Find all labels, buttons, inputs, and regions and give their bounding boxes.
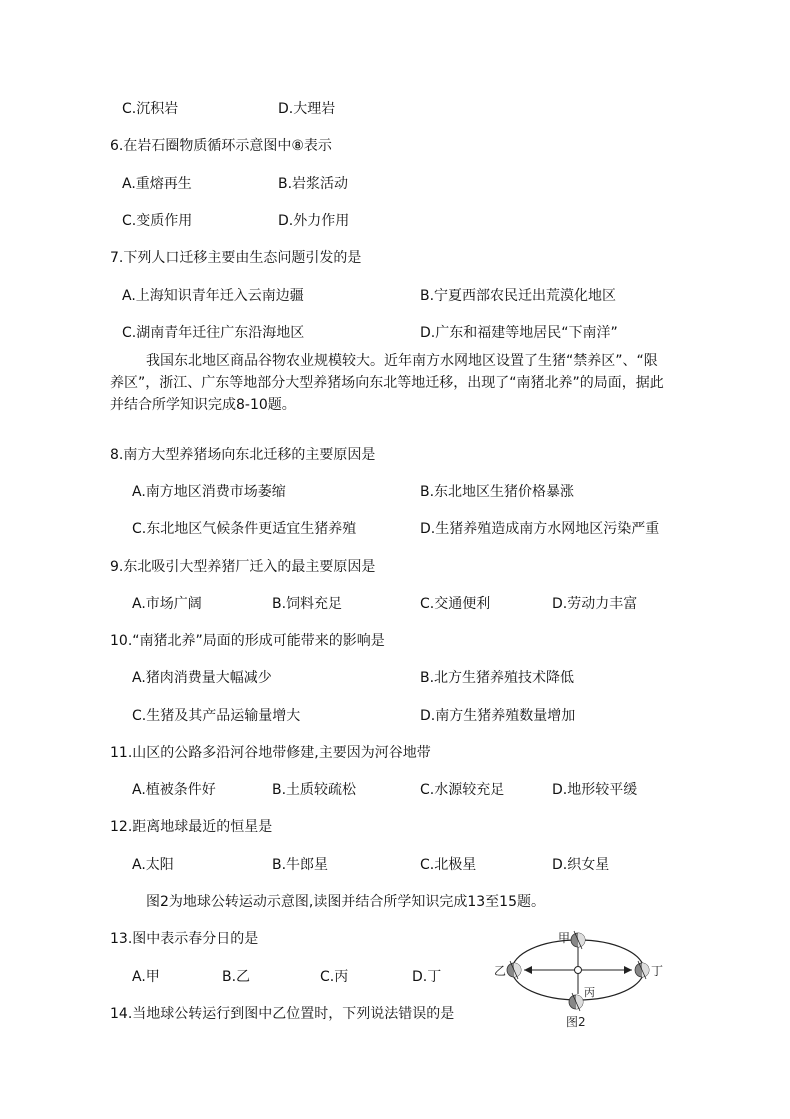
question-stem: 7.下列人口迁移主要由生态问题引发的是 xyxy=(110,250,362,266)
option-d: D.生猪养殖造成南方水网地区污染严重 xyxy=(420,521,660,537)
earth-icon-jia xyxy=(571,931,585,949)
earth-orbit-figure xyxy=(494,928,668,1032)
option-a: A.市场广阔 xyxy=(132,596,202,612)
question-stem: 12.距离地球最近的恒星是 xyxy=(110,819,273,835)
option-b: B.土质较疏松 xyxy=(272,782,357,798)
option-a: A.猪肉消费量大幅减少 xyxy=(132,670,272,686)
reading-passage: 我国东北地区商品谷物农业规模较大。近年南方水网地区设置了生猪“禁养区”、“限养区”，浙江、广东等地部分大型养猪场向东北等地迁移，出现了“南猪北养”的局面，据此并结合所学知识完成8-10题。 xyxy=(110,353,664,413)
option-d: D.劳动力丰富 xyxy=(552,596,638,612)
question-stem: 10.“南猪北养”局面的形成可能带来的影响是 xyxy=(110,633,385,649)
earth-icon-bing xyxy=(569,993,583,1011)
option-b: B.北方生猪养殖技术降低 xyxy=(420,670,575,686)
question-stem: 11.山区的公路多沿河谷地带修建,主要因为河谷地带 xyxy=(110,745,431,761)
option-d: D.南方生猪养殖数量增加 xyxy=(420,708,576,724)
option-c: C.丙 xyxy=(320,969,349,985)
option-d: D.织女星 xyxy=(552,857,610,873)
arrow-right xyxy=(624,966,632,974)
option-c: C.交通便利 xyxy=(420,596,491,612)
label-ding: 丁 xyxy=(651,964,664,978)
arrow-left xyxy=(524,966,532,974)
option-a: A.南方地区消费市场萎缩 xyxy=(132,484,286,500)
option-c: C.北极星 xyxy=(420,857,477,873)
option-a: A.太阳 xyxy=(132,857,174,873)
option-b: B.宁夏西部农民迁出荒漠化地区 xyxy=(420,288,617,304)
option-d: D.丁 xyxy=(412,969,442,985)
option-c: C.东北地区气候条件更适宜生猪养殖 xyxy=(132,521,357,537)
option-b: B.牛郎星 xyxy=(272,857,329,873)
label-bing: 丙 xyxy=(584,986,595,999)
option-d: D.广东和福建等地居民“下南洋” xyxy=(420,325,618,341)
option-a: A.植被条件好 xyxy=(132,782,216,798)
question-stem: 9.东北吸引大型养猪厂迁入的最主要原因是 xyxy=(110,559,376,575)
option-a: A.甲 xyxy=(132,969,160,985)
question-stem: 8.南方大型养猪场向东北迁移的主要原因是 xyxy=(110,447,376,463)
option-b: B.饲料充足 xyxy=(272,596,343,612)
option-b: B.乙 xyxy=(222,969,251,985)
earth-icon-yi xyxy=(507,961,521,979)
option-c: C.变质作用 xyxy=(122,213,193,229)
sun-icon xyxy=(570,962,586,978)
option-b: B.岩浆活动 xyxy=(278,176,349,192)
question-stem: 14.当地球公转运行到图中乙位置时，下列说法错误的是 xyxy=(110,1006,455,1022)
question-stem: 6.在岩石圈物质循环示意图中⑧表示 xyxy=(110,138,332,154)
question-stem: 13.图中表示春分日的是 xyxy=(110,931,259,947)
option-b: B.东北地区生猪价格暴涨 xyxy=(420,484,575,500)
option-d: D.地形较平缓 xyxy=(552,782,638,798)
figure-caption: 图2 xyxy=(566,1015,586,1029)
reading-passage: 图2为地球公转运动示意图,读图并结合所学知识完成13至15题。 xyxy=(146,894,545,910)
option-c: C.湖南青年迁往广东沿海地区 xyxy=(122,325,305,341)
label-jia: 甲 xyxy=(558,931,571,945)
label-yi: 乙 xyxy=(494,964,507,978)
option-c: C.生猪及其产品运输量增大 xyxy=(132,708,301,724)
earth-icon-ding xyxy=(635,961,649,979)
option-d: D.外力作用 xyxy=(278,213,350,229)
option-c: C.水源较充足 xyxy=(420,782,505,798)
option-a: A.重熔再生 xyxy=(122,176,192,192)
option-c: C.沉积岩 xyxy=(122,101,179,117)
option-a: A.上海知识青年迁入云南边疆 xyxy=(122,288,304,304)
option-d: D.大理岩 xyxy=(278,101,336,117)
